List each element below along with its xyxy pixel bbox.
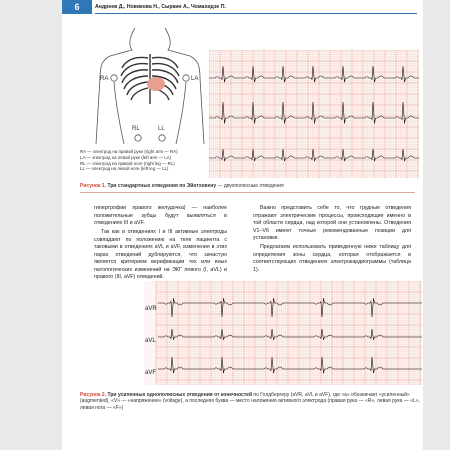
- caption-label: Рисунок 1.: [80, 183, 107, 189]
- caption-text: — двухполюсные отведения: [216, 183, 284, 189]
- figure2-caption: [80, 392, 420, 411]
- page: [62, 0, 423, 450]
- page-header: [62, 0, 423, 14]
- caption-title: Три стандартных отведения по Эйнтховену: [107, 183, 217, 189]
- figure1-legend: [80, 149, 230, 172]
- electrode-ra: [111, 75, 117, 81]
- ecg-grid: [156, 281, 422, 385]
- label-ra: RA: [100, 76, 109, 82]
- label-ll: LL: [158, 126, 165, 132]
- figure1-ecg-strip: [209, 50, 419, 178]
- legend-line: LL — электрод на левой ноге (left leg — LL): [80, 166, 169, 172]
- caption-text: по Голдбергеру (aVR, aVL и aVF), где «а» обозначает «усиленный» (augmented), «V» — «напряжение» (voltage), а последняя буква — место наложения активного электрода (правая рука — «R», левая рука — «L», левая нога — «F»): [80, 392, 420, 411]
- legend-line: RL — электрод на правой ноге (right leg — RL): [80, 160, 175, 166]
- electrode-la: [183, 75, 189, 81]
- paragraph: Так как в отведениях I и III активные электроды совпадают по положению на теле пациента с таковыми в отведениях aVL и aVF, изменения в этих парах отведений дублируются, что зачастую является критерием верификации тех или иных патологических изменений на ЭКГ левого (I, aVL) и правого (III, aVF) отведений.: [94, 229, 227, 280]
- legend-line: LA — электрод на левой руке (left arm — LA): [80, 154, 172, 160]
- text-column-left: [94, 205, 227, 283]
- figure1-body-diagram: [80, 26, 220, 144]
- lead-label-avr: aVR: [145, 306, 157, 312]
- electrode-ll: [159, 135, 165, 141]
- caption-title: Три усиленных однополюсных отведения от конечностей: [107, 392, 253, 398]
- figure1-caption: [80, 183, 415, 193]
- text-column-right: [253, 205, 411, 276]
- ecg-trace-avf: [158, 357, 422, 373]
- figure2-ecg-strip: [144, 281, 422, 385]
- legend-line: RA — электрод на правой руке (right arm — RA): [80, 149, 178, 154]
- label-la: LA: [191, 76, 199, 82]
- label-rl: RL: [132, 126, 140, 132]
- paragraph: Важно представить себе то, что грудные отведения отражают электрические процессы, происходящие именно в той области сердца, над которой они установлены. Отведения V1–V6 имеют точные рекомендованные позиции для установки.: [253, 205, 411, 241]
- paragraph: Предлагаем использовать приведенную ниже таблицу для определения зоны сердца, которая отображается в соответствующих отведениях электрокардиограммы (таблица 1).: [253, 244, 411, 273]
- running-head-authors: Андреев Д., Новикова Н., Сыркин А., Чомахидзе П.: [95, 4, 226, 10]
- header-rule: [95, 13, 417, 14]
- caption-label: Рисунок 2.: [80, 392, 107, 398]
- paragraph: гипертрофии правого желудочка) — наиболее положительные зубцы будут выявляться в отведениях III и aVF.: [94, 205, 227, 226]
- ecg-trace-lead-3: [209, 149, 419, 161]
- electrode-rl: [135, 135, 141, 141]
- lead-label-avl: aVL: [145, 338, 156, 344]
- heart: [147, 77, 165, 91]
- page-number: 6: [62, 0, 92, 14]
- lead-label-avf: aVF: [145, 370, 157, 376]
